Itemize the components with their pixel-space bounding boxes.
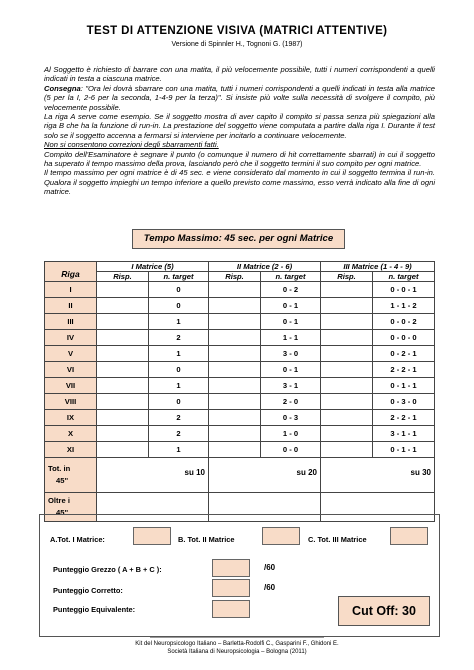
target-header: n. target bbox=[373, 272, 435, 282]
target-header: n. target bbox=[261, 272, 321, 282]
target-header: n. target bbox=[149, 272, 209, 282]
target-cell: 0 - 1 bbox=[261, 314, 321, 330]
credits bbox=[0, 640, 474, 656]
total-45-label-line: Tot. in bbox=[48, 464, 71, 473]
riga-label: X bbox=[45, 426, 97, 442]
risp-cell[interactable] bbox=[209, 282, 261, 298]
risp-cell[interactable] bbox=[321, 346, 373, 362]
target-cell: 1 bbox=[149, 314, 209, 330]
risp-cell[interactable] bbox=[209, 378, 261, 394]
table-row bbox=[45, 394, 435, 410]
corrected-score-max: /60 bbox=[264, 583, 276, 592]
riga-label: V bbox=[45, 346, 97, 362]
risp-cell[interactable] bbox=[321, 298, 373, 314]
instruction-paragraph: La riga A serve come esempio. Se il soggetto mostra di aver capito il compito si passa senza più spiegazioni alla riga B che ha la funzione di run-in. La prestazione del soggetto viene computata a partire dalla riga I. Durante il test solo se il soggetto accenna a fermarsi si interviene per incitarlo a continuare velocemente. bbox=[44, 112, 435, 140]
risp-cell[interactable] bbox=[321, 378, 373, 394]
risp-cell[interactable] bbox=[321, 410, 373, 426]
target-cell: 2 bbox=[149, 426, 209, 442]
riga-label: VIII bbox=[45, 394, 97, 410]
target-cell: 0 bbox=[149, 362, 209, 378]
table-row bbox=[45, 442, 435, 458]
table-row bbox=[45, 314, 435, 330]
total-matrix-3[interactable]: su 30 bbox=[321, 458, 435, 493]
instruction-paragraph bbox=[44, 140, 435, 149]
instruction-paragraph bbox=[44, 84, 435, 112]
equivalent-score-label: Punteggio Equivalente: bbox=[53, 605, 136, 614]
table-row bbox=[45, 410, 435, 426]
risp-cell[interactable] bbox=[209, 314, 261, 330]
target-cell: 0 - 0 - 2 bbox=[373, 314, 435, 330]
risp-cell[interactable] bbox=[321, 282, 373, 298]
target-cell: 1 bbox=[149, 378, 209, 394]
instruction-paragraph: Il tempo massimo per ogni matrice è di 45 sec. e viene considerato dal momento in cui il soggetto termina il run-in. Qualora il soggetto impieghi un tempo inferiore a quello previsto come massimo, esso verrà indicato alla fine di ogni matrice. bbox=[44, 168, 435, 197]
target-cell: 2 - 2 - 1 bbox=[373, 362, 435, 378]
target-cell: 0 bbox=[149, 282, 209, 298]
risp-header: Risp. bbox=[209, 272, 261, 282]
target-cell: 1 - 1 bbox=[261, 330, 321, 346]
risp-header: Risp. bbox=[321, 272, 373, 282]
risp-cell[interactable] bbox=[97, 314, 149, 330]
consegna-label: Consegna bbox=[44, 83, 81, 93]
target-cell: 0 - 2 bbox=[261, 282, 321, 298]
matrix-header-3: III Matrice (1 - 4 - 9) bbox=[321, 262, 435, 272]
total-45-label bbox=[45, 458, 97, 493]
raw-score-max: /60 bbox=[264, 563, 276, 572]
total-ii-box[interactable] bbox=[262, 527, 300, 545]
no-corrections-note: Non si consentono correzioni degli sbarramenti fatti. bbox=[44, 140, 219, 150]
instruction-paragraph: Compito dell'Esaminatore è segnare il punto (o comunque il numero di hit correttamente sbarrati) in cui il soggetto ha superato il tempo massimo della prova, lasciando però che il soggetto termini il suo compito per ogni matrice. bbox=[44, 149, 435, 169]
table-row bbox=[45, 346, 435, 362]
target-cell: 1 - 0 bbox=[261, 426, 321, 442]
target-cell: 0 - 1 bbox=[261, 362, 321, 378]
target-cell: 1 bbox=[149, 442, 209, 458]
raw-score-box[interactable] bbox=[212, 559, 250, 577]
total-iii-box[interactable] bbox=[390, 527, 428, 545]
risp-cell[interactable] bbox=[97, 298, 149, 314]
over-45-label-line: 45'' bbox=[56, 508, 69, 517]
riga-label: I bbox=[45, 282, 97, 298]
riga-label: II bbox=[45, 298, 97, 314]
scores-table bbox=[44, 261, 435, 522]
risp-cell[interactable] bbox=[97, 394, 149, 410]
risp-header: Risp. bbox=[97, 272, 149, 282]
target-cell: 0 - 0 bbox=[261, 442, 321, 458]
target-cell: 2 bbox=[149, 410, 209, 426]
riga-header: Riga bbox=[45, 262, 97, 282]
matrix-header-1: I Matrice (5) bbox=[97, 262, 209, 272]
total-matrix-1[interactable]: su 10 bbox=[97, 458, 209, 493]
risp-cell[interactable] bbox=[209, 426, 261, 442]
total-i-box[interactable] bbox=[133, 527, 171, 545]
target-cell: 2 bbox=[149, 330, 209, 346]
target-cell: 0 - 0 - 1 bbox=[373, 282, 435, 298]
risp-cell[interactable] bbox=[209, 410, 261, 426]
riga-label: VII bbox=[45, 378, 97, 394]
target-cell: 3 - 1 - 1 bbox=[373, 426, 435, 442]
risp-cell[interactable] bbox=[321, 362, 373, 378]
equivalent-score-box[interactable] bbox=[212, 600, 250, 618]
table-row bbox=[45, 426, 435, 442]
target-cell: 0 - 1 - 1 bbox=[373, 442, 435, 458]
target-cell: 3 - 0 bbox=[261, 346, 321, 362]
risp-cell[interactable] bbox=[97, 330, 149, 346]
total-45-row bbox=[45, 458, 435, 493]
risp-cell[interactable] bbox=[321, 394, 373, 410]
cutoff-badge: Cut Off: 30 bbox=[338, 596, 430, 626]
table-row bbox=[45, 298, 435, 314]
risp-cell[interactable] bbox=[97, 410, 149, 426]
total-iii-label: C. Tot. III Matrice bbox=[308, 535, 367, 544]
target-cell: 0 - 0 - 0 bbox=[373, 330, 435, 346]
table-row bbox=[45, 378, 435, 394]
riga-label: XI bbox=[45, 442, 97, 458]
risp-cell[interactable] bbox=[97, 426, 149, 442]
time-limit-banner: Tempo Massimo: 45 sec. per ogni Matrice bbox=[132, 229, 345, 249]
raw-score-label: Punteggio Grezzo ( A + B + C ): bbox=[53, 565, 162, 574]
corrected-score-box[interactable] bbox=[212, 579, 250, 597]
total-ii-label: B. Tot. II Matrice bbox=[178, 535, 235, 544]
risp-cell[interactable] bbox=[321, 426, 373, 442]
scoring-panel bbox=[39, 514, 440, 637]
riga-label: IV bbox=[45, 330, 97, 346]
target-cell: 2 - 2 - 1 bbox=[373, 410, 435, 426]
over-45-label-line: Oltre i bbox=[48, 496, 70, 505]
total-matrix-2[interactable]: su 20 bbox=[209, 458, 321, 493]
risp-cell[interactable] bbox=[97, 346, 149, 362]
credits-line: Società Italiana di Neuropsicologia – Bologna (2011) bbox=[167, 649, 307, 655]
target-cell: 0 bbox=[149, 298, 209, 314]
credits-line: Kit del Neuropsicologo Italiano – Barletta-Rodolfi C., Gasparini F., Ghidoni E. bbox=[135, 641, 339, 647]
risp-cell[interactable] bbox=[209, 442, 261, 458]
instruction-paragraph: Al Soggetto è richiesto di barrare con una matita, il più velocemente possibile, tutti i numeri corrispondenti a quelli indicati in testa a ciascuna matrice. bbox=[44, 65, 435, 84]
table-row bbox=[45, 330, 435, 346]
risp-cell[interactable] bbox=[321, 314, 373, 330]
risp-cell[interactable] bbox=[97, 282, 149, 298]
table-row bbox=[45, 362, 435, 378]
risp-cell[interactable] bbox=[97, 362, 149, 378]
instructions-text bbox=[44, 65, 435, 197]
riga-label: VI bbox=[45, 362, 97, 378]
target-cell: 0 - 1 - 1 bbox=[373, 378, 435, 394]
riga-label: III bbox=[45, 314, 97, 330]
risp-cell[interactable] bbox=[209, 362, 261, 378]
table-row bbox=[45, 282, 435, 298]
target-cell: 1 - 1 - 2 bbox=[373, 298, 435, 314]
target-cell: 3 - 1 bbox=[261, 378, 321, 394]
footer-divider bbox=[150, 637, 324, 638]
risp-cell[interactable] bbox=[209, 330, 261, 346]
total-i-label: A.Tot. I Matrice: bbox=[50, 535, 105, 544]
target-cell: 0 - 3 bbox=[261, 410, 321, 426]
page-title: TEST DI ATTENZIONE VISIVA (MATRICI ATTENTIVE) bbox=[86, 25, 388, 37]
target-cell: 0 - 3 - 0 bbox=[373, 394, 435, 410]
risp-cell[interactable] bbox=[97, 442, 149, 458]
target-cell: 2 - 0 bbox=[261, 394, 321, 410]
corrected-score-label: Punteggio Corretto: bbox=[53, 586, 123, 595]
risp-cell[interactable] bbox=[321, 442, 373, 458]
total-45-label-line: 45'' bbox=[56, 476, 69, 485]
risp-cell[interactable] bbox=[97, 378, 149, 394]
risp-cell[interactable] bbox=[209, 394, 261, 410]
page-subtitle: Versione di Spinnler H., Tognoni G. (1987) bbox=[171, 41, 303, 48]
target-cell: 0 - 2 - 1 bbox=[373, 346, 435, 362]
target-cell: 0 bbox=[149, 394, 209, 410]
riga-label: IX bbox=[45, 410, 97, 426]
consegna-text: : "Ora lei dovrà sbarrare con una matita, tutti i numeri corrispondenti a quelli indicati in testa alla matrice (5 per la I, 2-6 per la seconda, 1-4-9 per la terza)". Si insiste più volte sulla necessità di svolgere il compito, più velocemente possibile. bbox=[44, 83, 435, 112]
target-cell: 1 bbox=[149, 346, 209, 362]
risp-cell[interactable] bbox=[321, 330, 373, 346]
risp-cell[interactable] bbox=[209, 298, 261, 314]
matrix-header-2: II Matrice (2 - 6) bbox=[209, 262, 321, 272]
risp-cell[interactable] bbox=[209, 346, 261, 362]
target-cell: 0 - 1 bbox=[261, 298, 321, 314]
